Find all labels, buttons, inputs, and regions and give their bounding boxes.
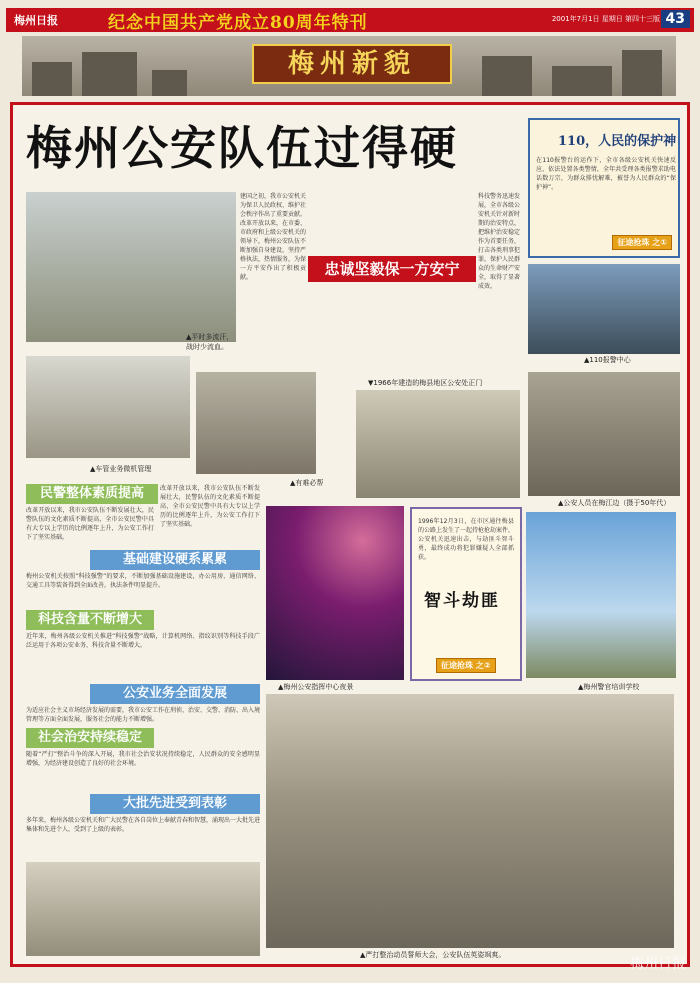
banner-title: 梅州新貌	[252, 44, 452, 84]
photo-gate-1966	[356, 390, 520, 498]
section-body-security: 随着“严打”整治斗争的深入开展，我市社会治安状况持续稳定，人民群众的安全感明显增强，为经济建设创造了良好的社会环境。	[26, 751, 260, 767]
headline: 梅州公安队伍过得硬	[26, 121, 458, 175]
sidebar-title: 110，人民的保护神	[558, 134, 677, 149]
photo-school	[526, 512, 676, 678]
zhidou-tag: 征途抢珠 之②	[436, 658, 496, 673]
caption-computer: ▲车管业务微机管理	[90, 465, 152, 473]
slogan: 忠诚坚毅保一方安宁	[308, 256, 476, 282]
section-title-infrastructure: 基础建设硬系累累	[90, 550, 260, 570]
photo-motorcade	[266, 694, 674, 948]
photo-police-center	[528, 264, 680, 354]
caption-school: ▲梅州警官培训学校	[578, 683, 640, 691]
banner-photo	[22, 36, 676, 96]
photo-command-building	[266, 506, 404, 680]
caption-motorcade: ▲严打整治动员誓师大会，公安队伍英姿飒爽。	[360, 951, 506, 959]
special-title: 纪念中国共产党成立80周年特刊	[108, 12, 368, 33]
section-title-quality: 民警整体素质提高	[26, 484, 158, 504]
section-title-security: 社会治安持续稳定	[26, 728, 154, 748]
zhidou-title: 智斗劫匪	[424, 591, 500, 611]
caption-command-building: ▲梅州公安指挥中心夜景	[278, 683, 354, 691]
photo-computer	[26, 356, 190, 458]
masthead	[6, 8, 694, 32]
caption-gate-1966: ▼1966年建造的梅县地区公安处正门	[368, 379, 483, 387]
date-line: 2001年7月1日 星期日 第四十三版	[551, 15, 660, 23]
caption-police-center: ▲110报警中心	[584, 356, 631, 364]
zhidou-body: 1996年12月3日，在市区通往梅县的公路上发生了一起持枪抢劫案件，公安机关迅速出击，与劫匪斗智斗勇，最终成功将犯罪嫌疑人全部抓获。	[418, 518, 514, 561]
paper-name: 梅州日报	[14, 14, 58, 27]
section-title-business: 公安业务全面发展	[90, 684, 260, 704]
watermark: 梅州日报	[630, 956, 686, 972]
caption-rainy: ▲有难必帮	[290, 479, 324, 487]
photo-soldier	[528, 372, 680, 496]
page-number: 43	[661, 10, 690, 28]
photo-drill	[26, 192, 236, 342]
sidebar-tag: 征途抢珠 之①	[612, 235, 672, 250]
sidebar-110	[528, 118, 680, 258]
caption-soldier: ▲公安人员在梅江边（摄于50年代）	[558, 499, 671, 507]
photo-parade	[26, 862, 260, 956]
body-right-text: 科技警务迅速发展，全市各级公安机关针对新时期的治安特点，把维护治安稳定作为首要任务，打击各类刑事犯罪，保护人民群众的生命财产安全，取得了显著成效。	[478, 193, 520, 290]
section-title-awards: 大批先进受到表彰	[90, 794, 260, 814]
section-body-quality-continued: 改革开放以来，我市公安队伍不断发展壮大，民警队伍的文化素质不断提高，全市公安民警中具有大专以上学历的比例逐年上升，为公安工作打下了坚实基础。	[160, 485, 260, 528]
section-body-business: 为适应社会主义市场经济发展的需要，我市公安工作在刑侦、治安、交警、消防、出入境管理等方面全面发展，服务社会的能力不断增强。	[26, 707, 260, 723]
section-title-technology: 科技含量不断增大	[26, 610, 154, 630]
sidebar-body: 在110报警台的运作下，全市各级公安机关快速反应，依法处置各类警情，全年共受理各类报警求助电话数万宗，为群众排忧解难，被誉为人民群众的“保护神”。	[536, 157, 676, 191]
photo-rainy	[196, 372, 316, 474]
section-body-infrastructure: 梅州公安机关按照“科技强警”的要求，不断加强基础设施建设，办公用房、通信网络、交通工具等装备得到全面改善，执法条件明显提升。	[26, 573, 260, 589]
section-body-quality: 改革开放以来，我市公安队伍不断发展壮大，民警队伍的文化素质不断提高，全市公安民警中具有大专以上学历的比例逐年上升，为公安工作打下了坚实基础。	[26, 507, 154, 541]
section-body-awards: 多年来，梅州各级公安机关和广大民警在各自岗位上奉献青春和智慧，涌现出一大批先进集体和先进个人，受到了上级的表彰。	[26, 817, 260, 833]
intro-text: 建国之初，我市公安机关为保卫人民政权、维护社会秩序作出了重要贡献。改革开放以来，在市委、市政府和上级公安机关的领导下，梅州公安队伍不断加强自身建设，坚持严格执法，热情服务，为保一方平安作出了积极贡献。	[240, 193, 306, 281]
caption-drill: ▲平时多流汗，战时少流血。	[186, 333, 234, 351]
section-body-technology: 近年来，梅州各级公安机关推进“科技强警”战略，计算机网络、指纹识别等科技手段广泛运用于各项公安业务，科技含量不断增大。	[26, 633, 260, 649]
